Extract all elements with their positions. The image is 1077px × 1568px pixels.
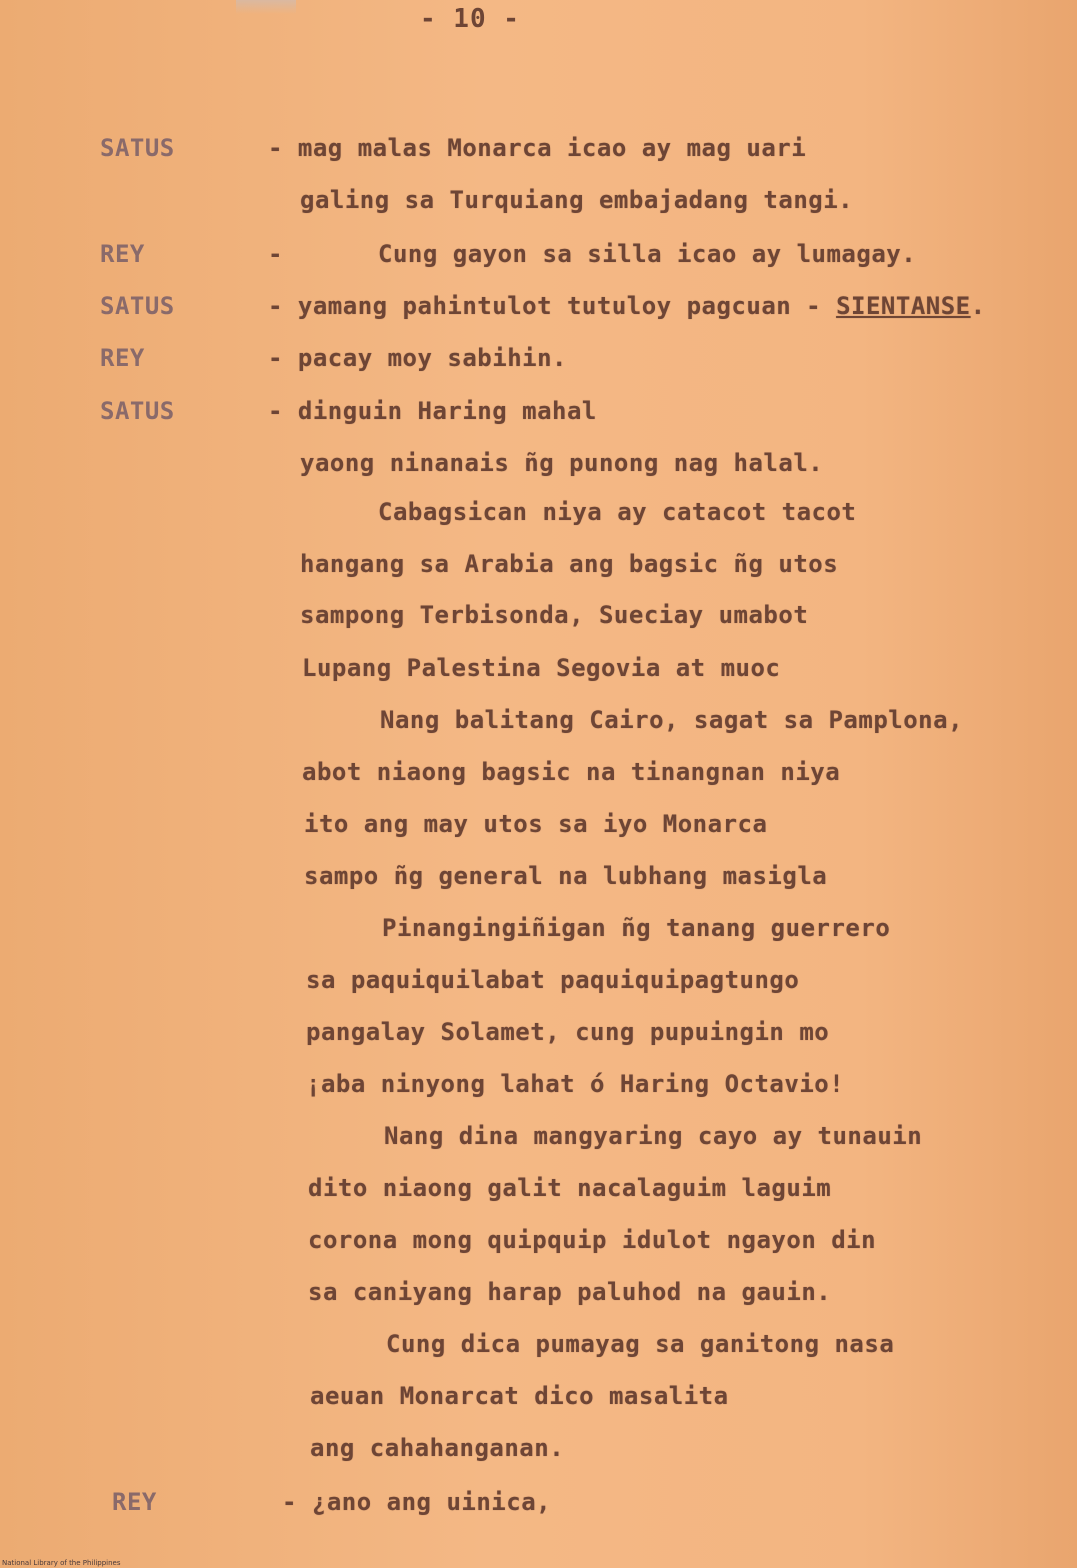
verse-line: sampo ñg general na lubhang masigla [304, 862, 828, 890]
verse-line: pangalay Solamet, cung pupuingin mo [306, 1018, 830, 1046]
verse-line: dito niaong galit nacalaguim laguim [308, 1174, 832, 1202]
verse-line: aeuan Monarcat dico masalita [310, 1382, 729, 1410]
dialogue-line: yaong ninanais ñg punong nag halal. [300, 449, 824, 477]
dialogue-line: - dinguin Haring mahal [268, 397, 597, 425]
verse-line: sampong Terbisonda, Sueciay umabot [300, 601, 809, 629]
speaker-label: SATUS [100, 397, 175, 425]
page-number: - 10 - [420, 4, 520, 34]
verse-line: Pinangingiñigan ñg tanang guerrero [382, 914, 891, 942]
dialogue-line: - mag malas Monarca icao ay mag uari [268, 134, 807, 162]
verse-line: ¡aba ninyong lahat ó Haring Octavio! [306, 1070, 845, 1098]
dialogue-text: - yamang pahintulot tutuloy pagcuan - [268, 292, 822, 320]
dialogue-line: - ¿ano ang uinica, [282, 1488, 552, 1516]
verse-line: hangang sa Arabia ang bagsic ñg utos [300, 550, 839, 578]
dialogue-line: Cung gayon sa silla icao ay lumagay. [378, 240, 917, 268]
dialogue-line [268, 292, 986, 320]
verse-line: corona mong quipquip idulot ngayon din [308, 1226, 877, 1254]
dialogue-line: - pacay moy sabihin. [268, 344, 567, 372]
underlined-word: SIENTANSE [836, 292, 971, 320]
verse-line: Lupang Palestina Segovia at muoc [302, 654, 781, 682]
verse-line: abot niaong bagsic na tinangnan niya [302, 758, 841, 786]
dialogue-dash: - [268, 240, 283, 268]
speaker-label: REY [100, 240, 145, 268]
period: . [970, 292, 986, 320]
speaker-label: SATUS [100, 134, 175, 162]
verse-line: Cabagsican niya ay catacot tacot [378, 498, 857, 526]
verse-line: Nang balitang Cairo, sagat sa Pamplona, [380, 706, 964, 734]
verse-line: Cung dica pumayag sa ganitong nasa [386, 1330, 895, 1358]
footer-credit: National Library of the Philippines [2, 1559, 121, 1567]
dialogue-line: galing sa Turquiang embajadang tangi. [300, 186, 854, 214]
verse-line: ito ang may utos sa iyo Monarca [304, 810, 768, 838]
speaker-label: REY [112, 1488, 157, 1516]
speaker-label: REY [100, 344, 145, 372]
scan-artifact [236, 0, 296, 14]
verse-line: Nang dina mangyaring cayo ay tunauin [384, 1122, 923, 1150]
speaker-label: SATUS [100, 292, 175, 320]
verse-line: sa paquiquilabat paquiquipagtungo [306, 966, 800, 994]
verse-line: sa caniyang harap paluhod na gauin. [308, 1278, 832, 1306]
verse-line: ang cahahanganan. [310, 1434, 565, 1462]
